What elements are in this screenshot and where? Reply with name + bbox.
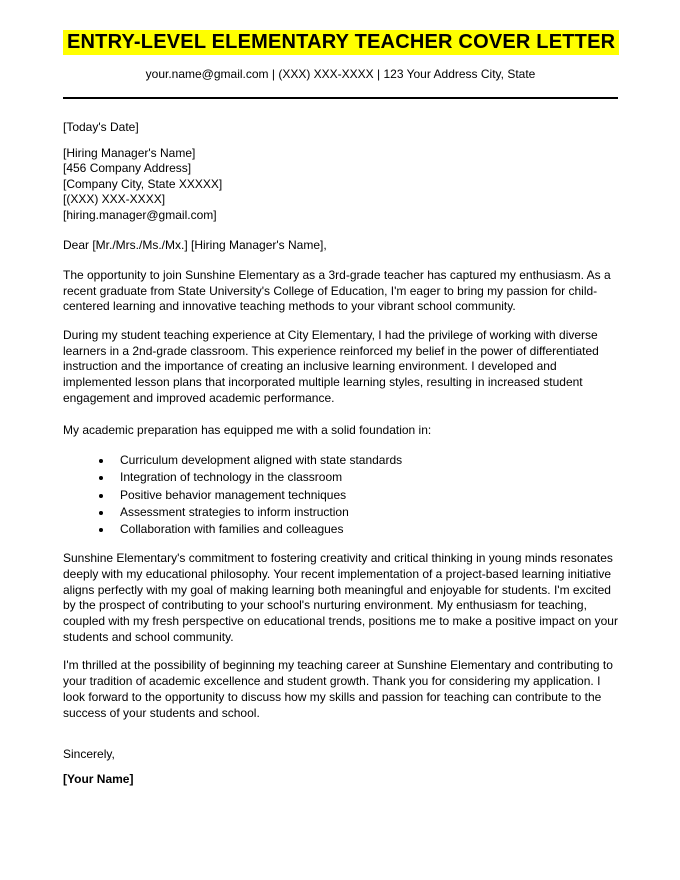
recipient-email-line: [hiring.manager@gmail.com]	[63, 207, 217, 222]
skills-list-item: • Collaboration with families and colleagues	[113, 521, 618, 538]
skills-list	[63, 452, 618, 538]
recipient-phone-line: [(XXX) XXX-XXXX]	[63, 192, 166, 207]
date-line: [Today's Date]	[63, 120, 139, 134]
header-divider	[63, 97, 618, 99]
signature-name: [Your Name]	[63, 771, 134, 786]
recipient-address-line: [456 Company Address]	[63, 161, 192, 176]
signoff: Sincerely,	[63, 747, 115, 762]
skills-list-item: • Integration of technology in the classroom	[113, 469, 618, 486]
contact-info-line: your.name@gmail.com | (XXX) XXX-XXXX | 123 Your Address City, State	[145, 67, 536, 81]
letter-body	[63, 120, 618, 788]
paragraph-closing: I'm thrilled at the possibility of beginning my teaching career at Sunshine Elementary and contributing to your tradition of academic excellence and student growth. Thank you for considering my application. I look forward to the opportunity to discuss how my skills and passion for teaching can contribute to the success of your students and school.	[63, 658, 613, 720]
skills-list-item: • Assessment strategies to inform instruction	[113, 504, 618, 521]
paragraph-opening: The opportunity to join Sunshine Elementary as a 3rd-grade teacher has captured my enthusiasm. As a recent graduate from State University's College of Education, I'm eager to bring my passion for child-centered learning and innovative teaching methods to your vibrant school community.	[63, 267, 611, 314]
page-header	[63, 30, 618, 55]
paragraph-philosophy: Sunshine Elementary's commitment to fostering creativity and critical thinking in young minds resonates deeply with my educational philosophy. Your recent implementation of a project-based learning initiative aligns perfectly with my goal of making learning both meaningful and enjoyable for students. I'm excited by the prospect of contributing to your school's nurturing environment. My enthusiasm for teaching, coupled with my fresh perspective on educational trends, positions me to make a positive impact on your students and school community.	[63, 551, 618, 644]
skills-list-intro: My academic preparation has equipped me with a solid foundation in:	[63, 422, 432, 437]
page-title: ENTRY-LEVEL ELEMENTARY TEACHER COVER LETTER	[63, 30, 619, 55]
paragraph-experience: During my student teaching experience at City Elementary, I had the privilege of working with diverse learners in a 2nd-grade classroom. This experience reinforced my belief in the power of differentiated instruction and the importance of creating an inclusive learning environment. I developed and implemented lesson plans that incorporated multiple learning styles, resulting in increased student engagement and improved academic performance.	[63, 328, 599, 405]
skills-list-item: • Curriculum development aligned with state standards	[113, 452, 618, 469]
recipient-block	[63, 146, 618, 224]
skills-list-item: • Positive behavior management techniques	[113, 487, 618, 504]
recipient-name-line: [Hiring Manager's Name]	[63, 145, 196, 160]
recipient-city-line: [Company City, State XXXXX]	[63, 176, 223, 191]
salutation: Dear [Mr./Mrs./Ms./Mx.] [Hiring Manager's Name],	[63, 238, 327, 253]
